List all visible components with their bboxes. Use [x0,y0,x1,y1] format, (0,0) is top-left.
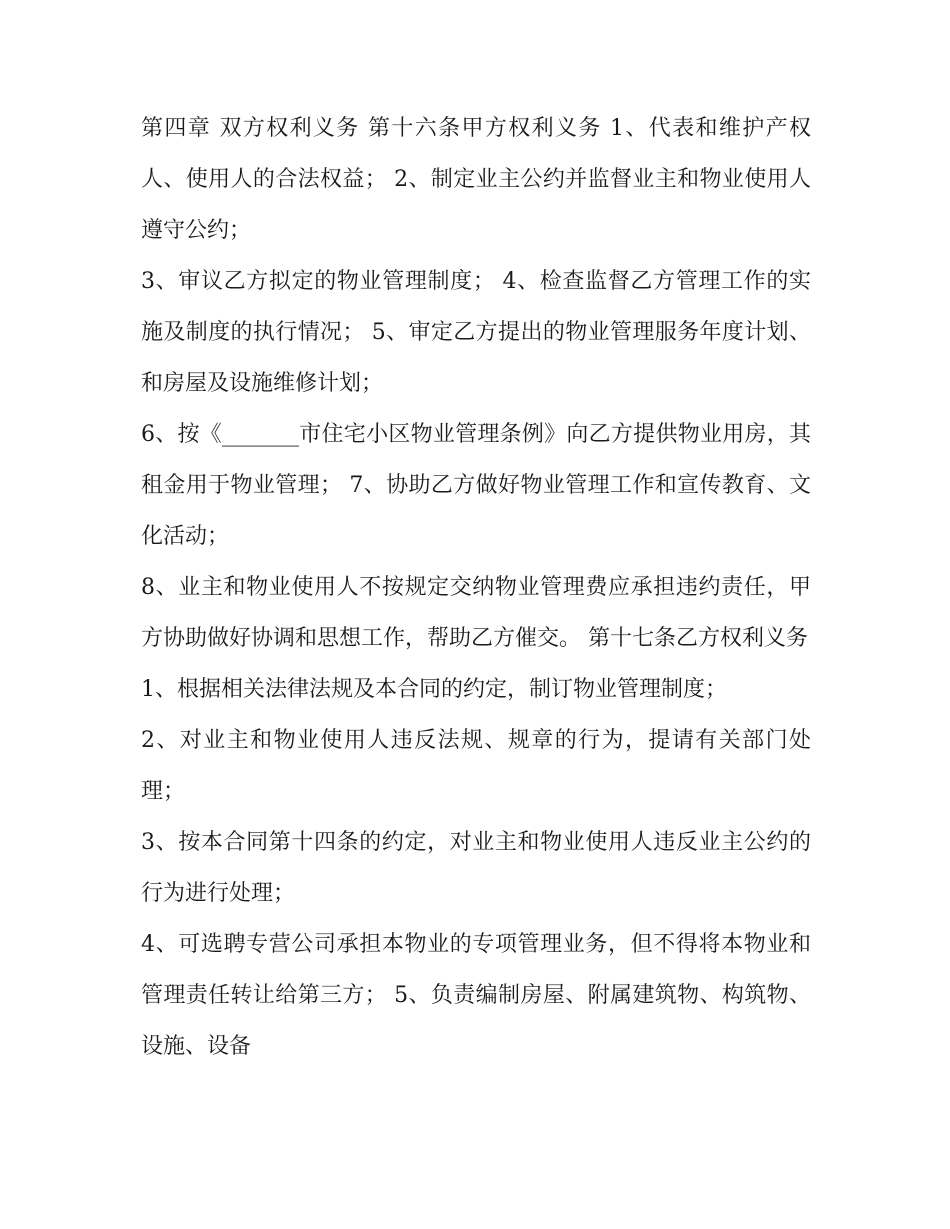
paragraph-tenant-rights-3: 6、按《_______市住宅小区物业管理条例》向乙方提供物业用房，其租金用于物业管理； 7、协助乙方做好物业管理工作和宣传教育、文化活动； [141,422,811,549]
paragraph-tenant-rights-4: 8、业主和物业使用人不按规定交纳物业管理费应承担违约责任，甲方协助做好协调和思想工作，帮助乙方催交。 第十七条乙方权利义务 [141,575,811,651]
paragraph-tenant-rights-1: 第四章 双方权利义务 第十六条甲方权利义务 1、代表和维护产权人、使用人的合法权益； 2、制定业主公约并监督业主和物业使用人遵守公约； [141,116,811,243]
paragraph-manager-rights-4: 4、可选聘专营公司承担本物业的专项管理业务，但不得将本物业和管理责任转让给第三方； 5、负责编制房屋、附属建筑物、构筑物、设施、设备 [141,932,811,1059]
document-body [141,103,811,1072]
paragraph-manager-rights-2: 2、对业主和物业使用人违反法规、规章的行为，提请有关部门处理； [141,728,811,804]
paragraph-manager-rights-3: 3、按本合同第十四条的约定，对业主和物业使用人违反业主公约的行为进行处理； [141,830,811,906]
paragraph-manager-rights-1: 1、根据相关法律法规及本合同的约定，制订物业管理制度； [141,677,727,702]
paragraph-tenant-rights-2: 3、审议乙方拟定的物业管理制度； 4、检查监督乙方管理工作的实施及制度的执行情况； 5、审定乙方提出的物业管理服务年度计划、和房屋及设施维修计划； [141,269,811,396]
